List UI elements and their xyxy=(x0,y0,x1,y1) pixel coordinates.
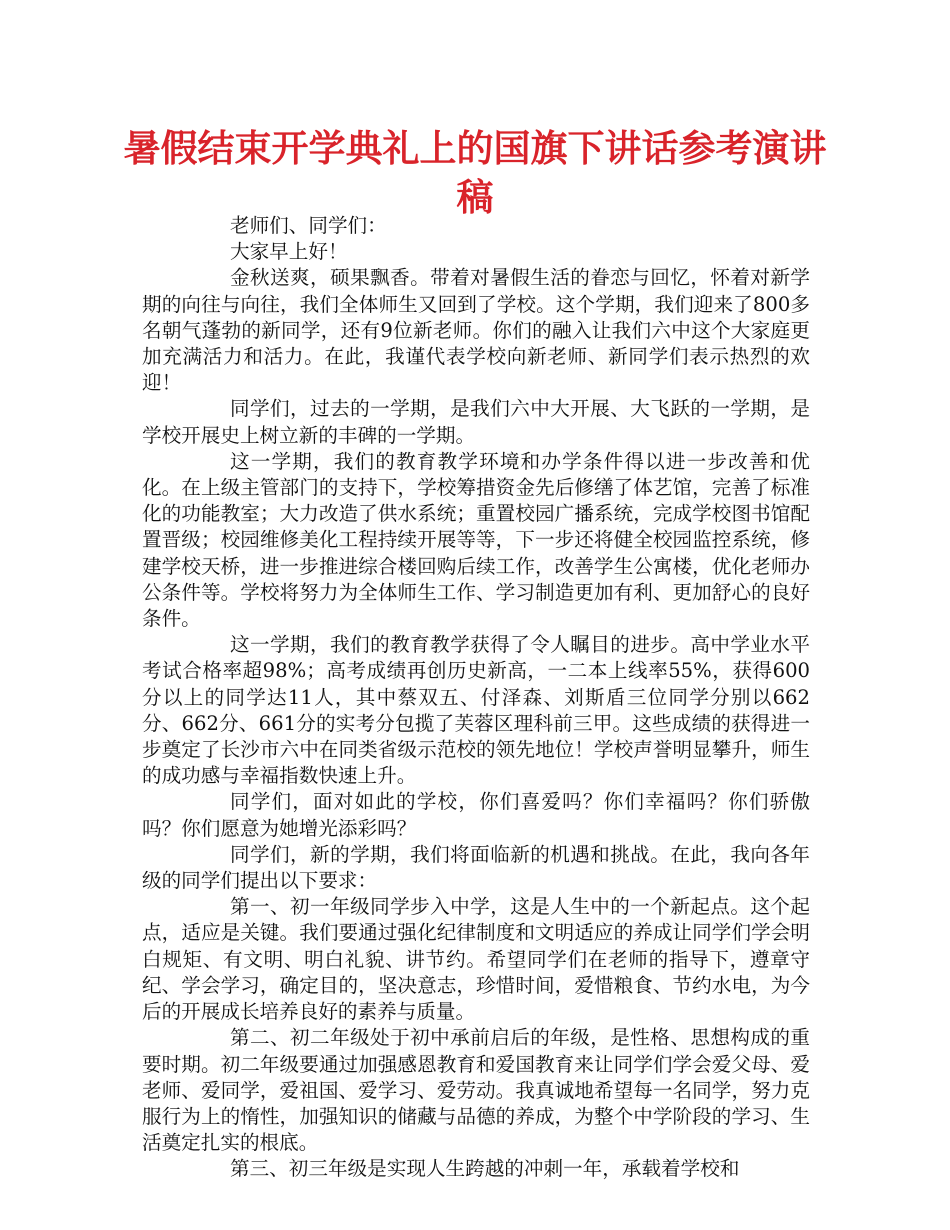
document-body xyxy=(142,213,810,1183)
paragraph: 第二、初二年级处于初中承前启后的年级，是性格、思想构成的重要时期。初二年级要通过加强感恩教育和爱国教育来让同学们学会爱父母、爱老师、爱同学，爱祖国、爱学习、爱劳动。我真诚地希望每一名同学，努力克服行为上的惰性，加强知识的储藏与品德的养成，为整个中学阶段的学习、生活奠定扎实的根底。 xyxy=(142,1026,810,1155)
paragraph: 第一、初一年级同学步入中学，这是人生中的一个新起点。这个起点，适应是关键。我们要通过强化纪律制度和文明适应的养成让同学们学会明白规矩、有文明、明白礼貌、讲节约。希望同学们在老师的指导下，遵章守纪、学会学习，确定目的，坚决意志，珍惜时间，爱惜粮食、节约水电，为今后的开展成长培养良好的素养与质量。 xyxy=(142,895,810,1024)
paragraph: 同学们，过去的一学期，是我们六中大开展、大飞跃的一学期，是学校开展史上树立新的丰碑的一学期。 xyxy=(142,397,810,447)
greeting: 大家早上好！ xyxy=(230,240,348,264)
paragraph: 金秋送爽，硕果飘香。带着对暑假生活的眷恋与回忆，怀着对新学期的向往与向往，我们全体师生又回到了学校。这个学期，我们迎来了800多名朝气蓬勃的新同学，还有9位新老师。你们的融入让我们六中这个大家庭更加充满活力和活力。在此，我谨代表学校向新老师、新同学们表示热烈的欢迎！ xyxy=(142,266,810,395)
paragraph: 同学们，面对如此的学校，你们喜爱吗？你们幸福吗？你们骄傲吗？你们愿意为她增光添彩吗？ xyxy=(142,790,810,840)
paragraph: 这一学期，我们的教育教学环境和办学条件得以进一步改善和优化。在上级主管部门的支持下，学校筹措资金先后修缮了体艺馆，完善了标准化的功能教室；大力改造了供水系统；重置校园广播系统，完成学校图书馆配置晋级；校园维修美化工程持续开展等等，下一步还将健全校园监控系统，修建学校天桥，进一步推进综合楼回购后续工作，改善学生公寓楼，优化老师办公条件等。学校将努力为全体师生工作、学习制造更加有利、更加舒心的良好条件。 xyxy=(142,449,810,631)
paragraph: 同学们，新的学期，我们将面临新的机遇和挑战。在此，我向各年级的同学们提出以下要求： xyxy=(142,842,810,893)
salutation: 老师们、同学们： xyxy=(230,214,387,237)
paragraph: 第三、初三年级是实现人生跨越的冲刺一年，承载着学校和 xyxy=(230,1157,740,1181)
document-title: 暑假结束开学典礼上的国旗下讲话参考演讲稿 xyxy=(123,127,827,219)
paragraph: 这一学期，我们的教育教学获得了令人瞩目的进步。高中学业水平考试合格率超98%；高考成绩再创历史新高，一二本上线率55%，获得600分以上的同学达11人，其中蔡双五、付泽森、刘斯盾三位同学分别以662分、662分、661分的实考分包揽了芙蓉区理科前三甲。这些成绩的获得进一步奠定了长沙市六中在同类省级示范校的领先地位！学校声誉明显攀升，师生的成功感与幸福指数快速上升。 xyxy=(142,633,810,788)
